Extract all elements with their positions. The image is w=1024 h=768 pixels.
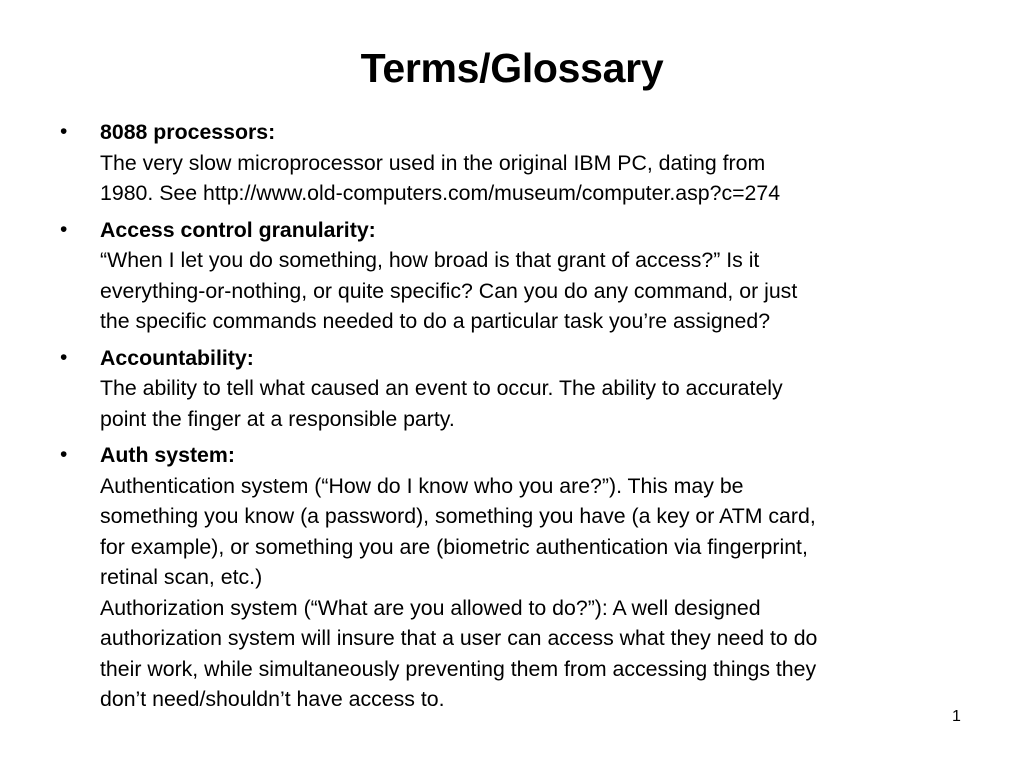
slide-number: 1: [952, 708, 961, 725]
term-definition-line: The ability to tell what caused an event to occur. The ability to accurately: [100, 376, 783, 400]
term-definition-line: the specific commands needed to do a particular task you’re assigned?: [100, 309, 771, 333]
term-name: Auth system:: [100, 443, 235, 467]
term-name: Access control granularity:: [100, 217, 376, 242]
term-definition-line: don’t need/shouldn’t have access to.: [100, 687, 445, 711]
term-definition-line: authorization system will insure that a user can access what they need to do: [100, 626, 818, 650]
term-definition-line: Authentication system (“How do I know who you are?”). This may be: [100, 473, 744, 498]
term-definition-line: Authorization system (“What are you allowed to do?”): A well designed: [100, 595, 761, 620]
term-definition-line: for example), or something you are (biometric authentication via fingerprint,: [100, 534, 808, 559]
glossary-list: [60, 117, 980, 721]
term-definition-line: The very slow microprocessor used in the original IBM PC, dating from: [100, 150, 766, 175]
term-definition-line: something you know (a password), something you have (a key or ATM card,: [100, 504, 816, 528]
bullet-icon: •: [60, 120, 68, 143]
bullet-icon: •: [60, 217, 68, 241]
bullet-icon: •: [60, 443, 68, 466]
term-name: 8088 processors:: [100, 120, 276, 144]
term-definition-line: “When I let you do something, how broad is that grant of access?” Is it: [100, 248, 760, 272]
term-definition-line: 1980. See http://www.old-computers.com/museum/computer.asp?c=274: [100, 181, 781, 205]
glossary-item-auth-system: [60, 440, 980, 715]
glossary-item-access-control-granularity: [60, 215, 980, 337]
term-definition-line: their work, while simultaneously preventing them from accessing things they: [100, 656, 817, 681]
term-definition-line: retinal scan, etc.): [100, 565, 263, 589]
term-definition-line: point the finger at a responsible party.: [100, 406, 455, 431]
glossary-item-8088-processors: [60, 117, 980, 209]
term-name: Accountability:: [100, 345, 254, 370]
glossary-item-accountability: [60, 343, 980, 435]
term-definition-line: everything-or-nothing, or quite specific? Can you do any command, or just: [100, 278, 798, 303]
bullet-icon: •: [60, 345, 68, 369]
slide-title: Terms/Glossary: [360, 45, 664, 91]
